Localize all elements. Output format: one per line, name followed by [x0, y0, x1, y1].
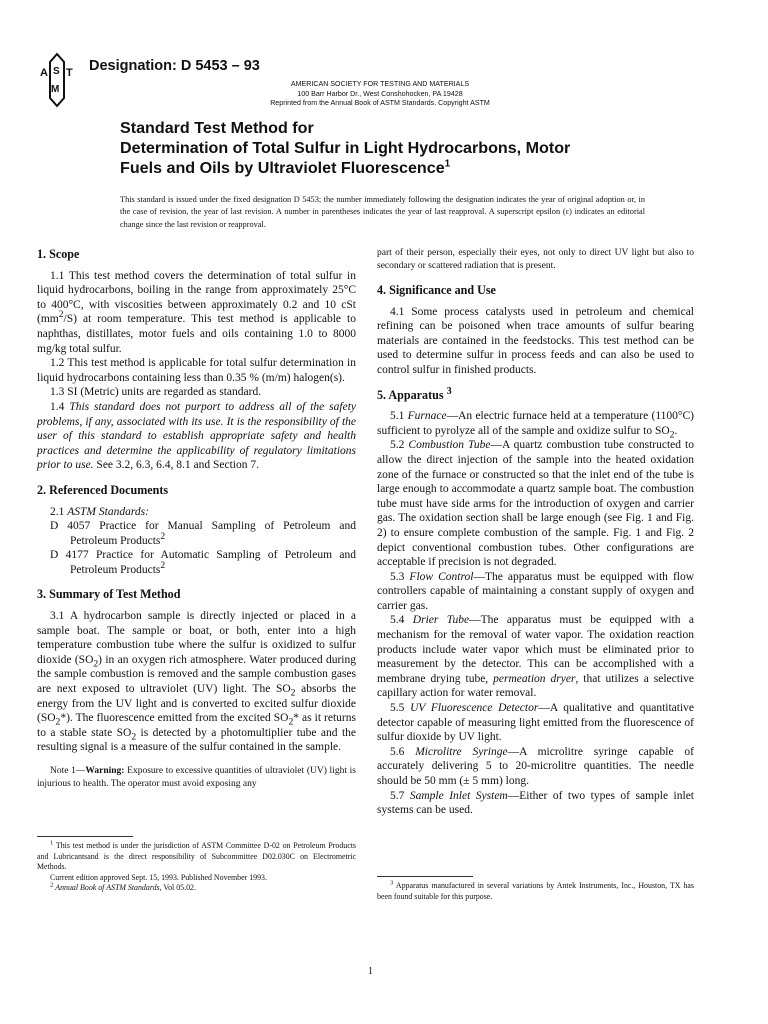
- org-line: Reprinted from the Annual Book of ASTM Standards. Copyright ASTM: [270, 99, 490, 108]
- title-line: Fuels and Oils by Ultraviolet Fluorescence$^1$: [120, 158, 451, 177]
- footnote: $^3$ Apparatus manufactured in several variations by Antek Instruments, Inc., Houston, TX has been found suitable for this purpose.: [377, 879, 694, 901]
- section-heading: 2. Referenced Documents: [37, 482, 169, 497]
- paragraph: 1.3 SI (Metric) units are regarded as standard.: [50, 386, 262, 399]
- title-line: Standard Test Method for: [120, 119, 314, 137]
- astm-logo-icon: [36, 52, 78, 108]
- paragraph: 3.1 A hydrocarbon sample is directly injected or placed in a sample boat. The sample or boat, or both, enter into a high temperature combustion tube where the sulfur is oxidized to sulfur dioxide $(SO_2)$ in an oxygen rich atmosphere. Water produced during the sample combustion is removed and the sample combustion gases are next exposed to ultraviolet (UV) light. The $SO_2$ absorbs the energy from the UV light and is converted to excited sulfur dioxide $(SO_2*)$. The fluorescence emitted from the excited $SO_2*$ as it returns to a stable state $SO_2$ is detected by a photomultiplier tube and the resulting signal is a measure of the sulfur contained in the sample.: [37, 610, 356, 754]
- left-column: [37, 247, 356, 791]
- footnotes-right: [377, 881, 694, 902]
- paragraph: 4.1 Some process catalysts used in petroleum and chemical refining can be poisoned when trace amounts of sulfur bearing materials are contained in the feedstocks. This test method can be used to determine sulfur in process feeds and can also be used to control sulfur in finished products.: [377, 305, 694, 376]
- right-column: [377, 247, 694, 818]
- paragraph: 5.5 UV Fluorescence Detector—A qualitative and quantitative detector capable of measuring light emitted from the fluorescence of sulfur dioxide by UV light.: [377, 702, 695, 744]
- footnotes-left: [37, 841, 356, 894]
- paragraph: 5.7 Sample Inlet System—Either of two types of sample inlet systems can be used.: [377, 789, 694, 817]
- document-title: [120, 118, 680, 178]
- paragraph: 2.1 ASTM Standards:: [50, 505, 149, 518]
- footnote: $^2$ Annual Book of ASTM Standards, Vol 05.02.: [50, 881, 196, 893]
- paragraph: 1.2 This test method is applicable for total sulfur determination in liquid hydrocarbons containing less than 0.35 % (m/m) halogen(s).: [37, 357, 356, 384]
- title-line: Determination of Total Sulfur in Light Hydrocarbons, Motor: [120, 139, 571, 157]
- reference-item: D 4057 Practice for Manual Sampling of Petroleum and Petroleum Products$^2$: [50, 520, 356, 547]
- svg-text:T: T: [66, 67, 73, 79]
- paragraph: 5.4 Drier Tube—The apparatus must be equipped with a mechanism for the removal of water vapor. The oxidation reaction products include water vapor which must be eliminated prior to measurement by the detector. This can be accomplished with a membrane drying tube, permeation dryer, that utilizes a selective capillary action for water removal.: [377, 614, 695, 700]
- section-heading: 4. Significance and Use: [377, 283, 496, 297]
- paragraph: 5.2 Combustion Tube—A quartz combustion tube constructed to allow the direct injection of the sample into the heated oxidation zone of the furnace or constructed so that the inlet end of the tube is large enough to accommodate a quartz sample boat. The combustion tube must have side arms for the introduction of oxygen and carrier gas. The oxidation section shall be large enough (see Fig. 1 and Fig. 2) to ensure complete combustion of the sample. Fig. 1 and Fig. 2 depict conventional combustion tubes. Other configurations are acceptable if precision is not degraded.: [377, 439, 694, 569]
- paragraph: 5.1 Furnace—An electric furnace held at a temperature (1100°C) sufficient to pyrolyze all of the sample and oxidize sulfur to $SO_2$.: [377, 410, 694, 441]
- paragraph: 5.3 Flow Control—The apparatus must be equipped with flow controllers capable of maintaining a constant supply of oxygen and carrier gas.: [377, 570, 695, 612]
- svg-text:A: A: [40, 67, 48, 79]
- svg-text:S: S: [53, 66, 60, 77]
- page-number: 1: [368, 966, 373, 977]
- astm-logo: [36, 52, 78, 108]
- footnote: Current edition approved Sept. 15, 1993. Published November 1993.: [50, 872, 267, 882]
- org-line: 100 Barr Harbor Dr., West Conshohocken, PA 19428: [297, 89, 463, 98]
- footnote: $^1$ This test method is under the jurisdiction of ASTM Committee D-02 on Petroleum Products and Lubricantsand is the direct responsibility of Subcommittee D02.030C on Electrometric Methods.: [37, 839, 356, 872]
- paragraph: 5.6 Microlitre Syringe—A microlitre syringe capable of accurately delivering 5 to 20-microlitre quantities. The needle should be 50 mm (± 5 mm) long.: [377, 745, 695, 787]
- section-heading: 3. Summary of Test Method: [37, 587, 181, 602]
- issued-statement: This standard is issued under the fixed designation D 5453; the number immediately following the designation indicates the year of original adoption or, in the case of revision, the year of last revision. A number in parentheses indicates the year of last reapproval. A superscript epsilon (ε) indicates an editorial change since the last revision or reapproval.: [120, 195, 645, 229]
- section-heading: 1. Scope: [37, 247, 80, 261]
- footnote-mark: 1: [444, 158, 451, 170]
- section-heading: 5. Apparatus $^3$: [377, 385, 452, 402]
- designation: Designation: D 5453 – 93: [89, 58, 260, 74]
- svg-text:M: M: [51, 84, 60, 95]
- note-continuation: part of their person, especially their eyes, not only to direct UV light but also to secondary or scattered radiation that is present.: [377, 248, 694, 271]
- org-line: AMERICAN SOCIETY FOR TESTING AND MATERIALS: [290, 80, 470, 88]
- paragraph: 1.1 This test method covers the determination of total sulfur in liquid hydrocarbons, boiling in the range from approximately 25°C to 400°C, with viscosities between approximately 0.2 and 10 cSt $(mm^2/S)$ at room temperature. This test method is applicable to naphthas, distillates, motor fuels and oils containing 1.0 to 8000 mg/kg total sulfur.: [37, 269, 356, 355]
- publisher-info: [160, 80, 600, 109]
- paragraph: 1.4 This standard does not purport to address all of the safety problems, if any, associated with its use. It is the responsibility of the user of this standard to establish appropriate safety and health practices and determine the applicability of regulatory limitations prior to use. See 3.2, 6.3, 6.4, 8.1 and Section 7.: [37, 400, 357, 472]
- note: Note 1—Warning: Exposure to excessive quantities of ultraviolet (UV) light is injurious to health. The operator must avoid exposing any: [37, 766, 356, 789]
- reference-item: D 4177 Practice for Automatic Sampling of Petroleum and Petroleum Products$^2$: [50, 549, 356, 576]
